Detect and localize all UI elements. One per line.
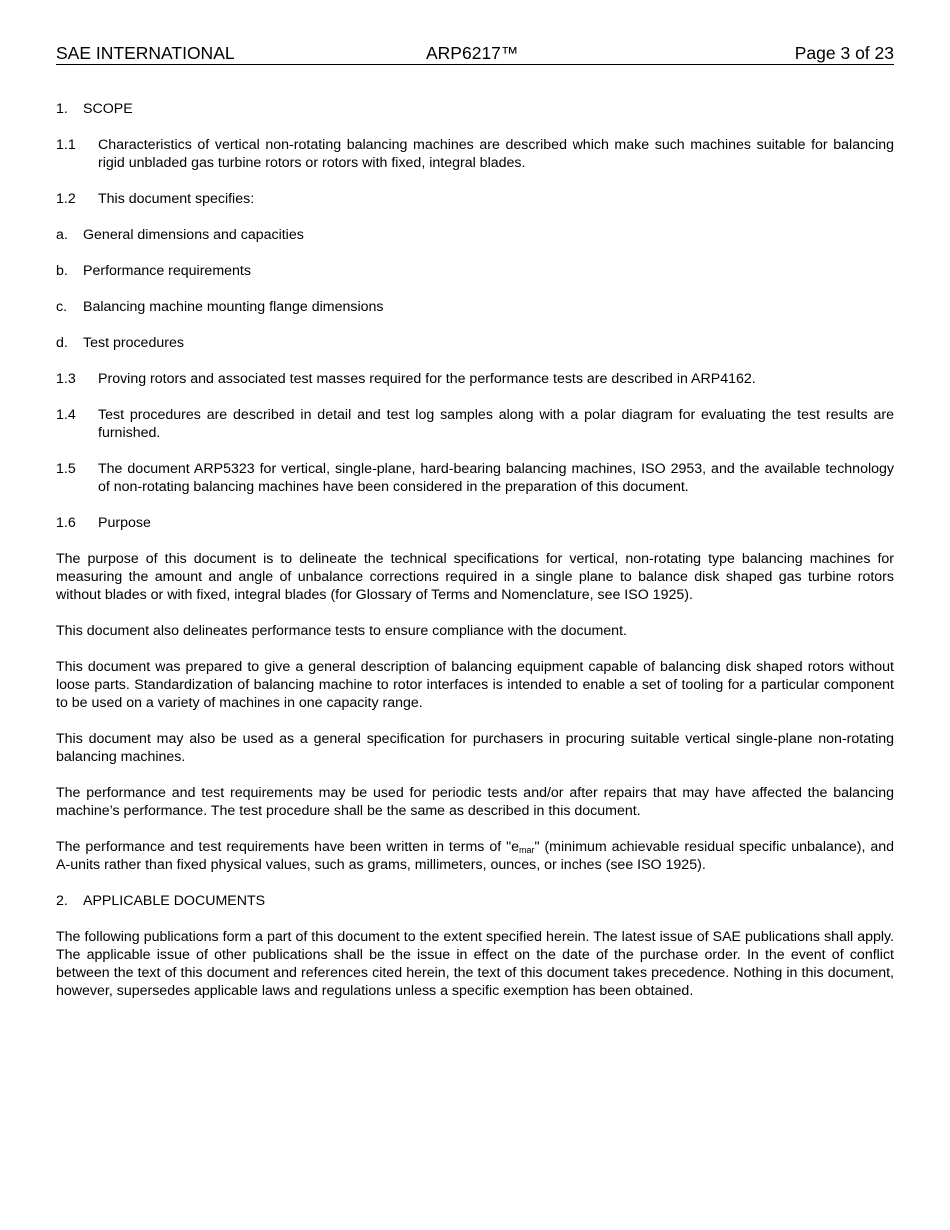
purpose-paragraph: This document was prepared to give a general description of balancing equipment capable of balancing disk shaped rotors without loose parts. Standardization of balancing machine to rotor interfaces is intended to enable a set of tooling for a particular component to be used on a variety of machines in one capacity range.	[56, 659, 894, 711]
purpose-paragraph: The performance and test requirements may be used for periodic tests and/or after repairs that may have affected the balancing machine’s performance. The test procedure shall be the same as described in this document.	[56, 785, 894, 819]
section-heading-applicable-documents	[56, 892, 894, 910]
purpose-paragraph: This document may also be used as a general specification for purchasers in procuring suitable vertical single-plane non-rotating balancing machines.	[56, 731, 894, 765]
clause-1-3	[56, 370, 894, 388]
clause-1-5	[56, 460, 894, 496]
page-header	[56, 42, 894, 65]
emar-subscript: mar	[519, 845, 535, 855]
header-page-number: Page 3 of 23	[794, 43, 894, 63]
list-item-letter: a.	[56, 227, 68, 243]
purpose-paragraph: This document also delineates performance tests to ensure compliance with the document.	[56, 623, 627, 639]
clause-text: Test procedures are described in detail and test log samples along with a polar diagram for evaluating the test results are furnished.	[98, 407, 894, 441]
document-body	[56, 100, 894, 1000]
emar-paragraph	[56, 838, 894, 874]
section-title: APPLICABLE DOCUMENTS	[83, 893, 266, 909]
list-item-text: Test procedures	[83, 335, 184, 351]
clause-text: Characteristics of vertical non-rotating balancing machines are described which make such machines suitable for balancing rigid unbladed gas turbine rotors or rotors with fixed, integral blades.	[98, 137, 894, 171]
document-page	[56, 42, 894, 1018]
list-item-letter: c.	[56, 299, 68, 315]
clause-number: 1.2	[56, 191, 76, 207]
clause-1-1	[56, 136, 894, 172]
section-number: 2.	[56, 893, 68, 909]
applicable-documents-paragraph: The following publications form a part of this document to the extent specified herein. The latest issue of SAE publications shall apply. The applicable issue of other publications shall be the issue in effect on the date of the purchase order. In the event of conflict between the text of this document and references cited herein, the text of this document takes precedence. Nothing in this document, however, supersedes applicable laws and regulations unless a specific exemption has been obtained.	[56, 929, 894, 999]
clause-1-6	[56, 514, 894, 532]
clause-text: Proving rotors and associated test masses required for the performance tests are described in ARP4162.	[98, 371, 756, 387]
header-organization: SAE INTERNATIONAL	[56, 43, 235, 63]
clause-text: The document ARP5323 for vertical, single-plane, hard-bearing balancing machines, ISO 2953, and the available technology of non-rotating balancing machines have been considered in the preparation of this document.	[98, 461, 894, 495]
list-item	[56, 298, 894, 316]
list-item	[56, 226, 894, 244]
clause-number: 1.4	[56, 407, 76, 423]
clause-number: 1.1	[56, 137, 76, 153]
emar-text-before: The performance and test requirements have been written in terms of "e	[56, 839, 519, 855]
purpose-paragraph: The purpose of this document is to delineate the technical specifications for vertical, non-rotating type balancing machines for measuring the amount and angle of unbalance corrections required in a single plane to balance disk shaped gas turbine rotors without blades or with fixed, integral blades (for Glossary of Terms and Nomenclature, see ISO 1925).	[56, 551, 894, 603]
clause-number: 1.5	[56, 461, 76, 477]
clause-number: 1.3	[56, 371, 76, 387]
section-number: 1.	[56, 101, 68, 117]
header-document-number: ARP6217™	[426, 43, 519, 63]
section-title: SCOPE	[83, 101, 133, 117]
list-item-text: Balancing machine mounting flange dimensions	[83, 299, 384, 315]
clause-1-2	[56, 190, 894, 208]
list-item-text: Performance requirements	[83, 263, 251, 279]
clause-text: Purpose	[98, 515, 151, 531]
list-item	[56, 262, 894, 280]
section-heading-scope	[56, 100, 894, 118]
list-item-text: General dimensions and capacities	[83, 227, 304, 243]
clause-text: This document specifies:	[98, 191, 255, 207]
clause-number: 1.6	[56, 515, 76, 531]
list-item-letter: b.	[56, 263, 68, 279]
list-item-letter: d.	[56, 335, 68, 351]
emar-text-after: " (minimum achievable residual specific unbalance), and A-units rather than fixed physical values, such as grams, millimeters, ounces, or inches (see ISO 1925).	[56, 839, 894, 873]
list-item	[56, 334, 894, 352]
clause-1-4	[56, 406, 894, 442]
